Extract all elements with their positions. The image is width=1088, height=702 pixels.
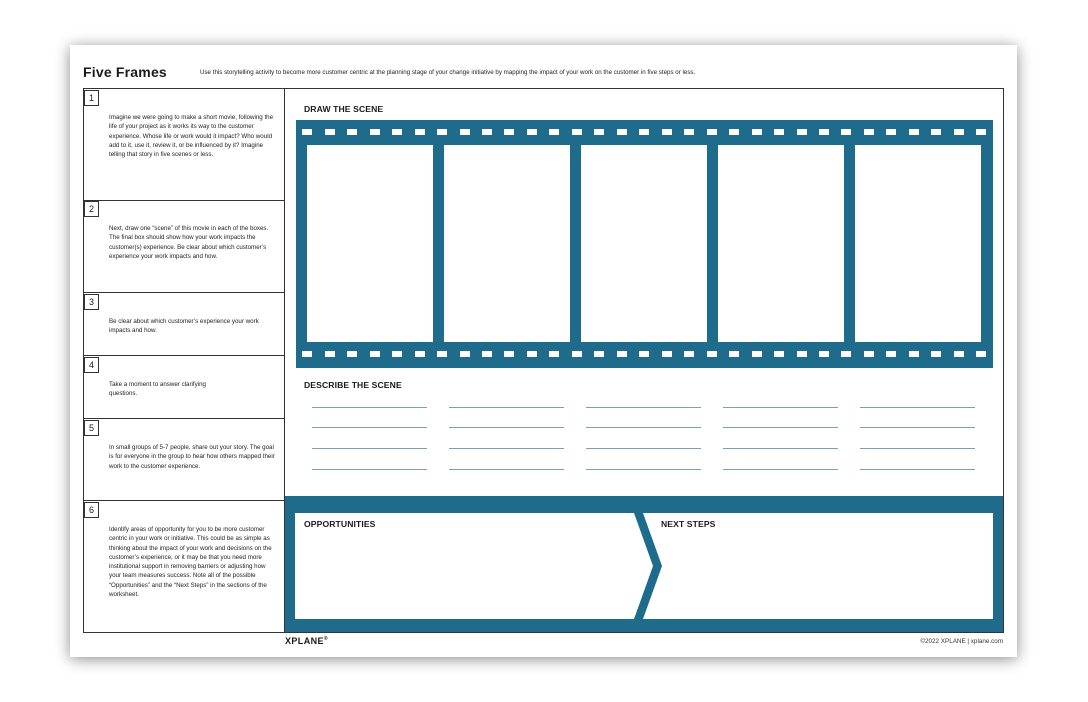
sprocket-hole <box>886 351 896 357</box>
page-subtitle: Use this storytelling activity to become more customer centric at the planning stage of your change initiative by mapping the impact of your work on the customer in five steps or less. <box>200 69 696 76</box>
sprocket-hole <box>954 129 964 135</box>
sprocket-row-top <box>296 128 993 136</box>
next-steps-box[interactable] <box>643 513 993 619</box>
step-number: 6 <box>84 502 99 518</box>
step-text: In small groups of 5-7 people, share out your story. The goal is for everyone in the group to hear how others mapped their work to the customer experience. <box>109 444 275 470</box>
sprocket-hole <box>460 129 470 135</box>
scene-frame-3[interactable] <box>581 145 707 342</box>
sprocket-hole <box>415 129 425 135</box>
sprocket-hole <box>392 129 402 135</box>
sprocket-hole <box>662 351 672 357</box>
next-steps-label: NEXT STEPS <box>661 519 716 529</box>
step-text: Identify areas of opportunity for you to be more customer centric in your work or initiative. This could be as simple as thinking about the impact of your work and decisions on the customer’s experience, or it may be that you need more institutional support in removing barriers or adjusting how your team measures success. Note all of the possible “Opportunities” and the “Next Steps” in the sections of the worksheet. <box>109 526 272 599</box>
step-6 <box>84 501 285 632</box>
sprocket-hole <box>572 351 582 357</box>
sprocket-hole <box>819 351 829 357</box>
sprocket-hole <box>684 351 694 357</box>
sprocket-hole <box>909 129 919 135</box>
sprocket-hole <box>931 129 941 135</box>
sprocket-hole <box>370 129 380 135</box>
sprocket-hole <box>392 351 402 357</box>
step-number: 3 <box>84 294 99 310</box>
step-text: Imagine we were going to make a short movie, following the life of your project as it works its way to the customer experience. Whose life or work would it impact? Who would add to it, use it, review it, or be influenced by it? Imagine telling that story in five scenes or less. <box>109 114 274 159</box>
steps-column <box>83 88 285 633</box>
sprocket-hole <box>549 129 559 135</box>
sprocket-hole <box>931 351 941 357</box>
sprocket-hole <box>639 351 649 357</box>
step-text: Be clear about which customer’s experience your work impacts and how. <box>109 318 259 335</box>
sprocket-hole <box>662 129 672 135</box>
sprocket-hole <box>325 351 335 357</box>
sprocket-hole <box>482 351 492 357</box>
bottom-band <box>285 496 1003 632</box>
sprocket-hole <box>594 129 604 135</box>
sprocket-hole <box>707 129 717 135</box>
sprocket-hole <box>302 129 312 135</box>
scene-frame-5[interactable] <box>855 145 981 342</box>
sprocket-hole <box>886 129 896 135</box>
sprocket-hole <box>707 351 717 357</box>
sprocket-hole <box>752 129 762 135</box>
sprocket-hole <box>415 351 425 357</box>
sprocket-hole <box>617 351 627 357</box>
sprocket-hole <box>504 129 514 135</box>
sprocket-hole <box>841 351 851 357</box>
scene-frame-2[interactable] <box>444 145 570 342</box>
scene-frame-4[interactable] <box>718 145 844 342</box>
sprocket-hole <box>774 351 784 357</box>
opportunities-box[interactable] <box>295 513 634 619</box>
scene-frame-1[interactable] <box>307 145 433 342</box>
sprocket-hole <box>976 129 986 135</box>
step-number: 5 <box>84 420 99 436</box>
sprocket-hole <box>864 351 874 357</box>
step-number: 4 <box>84 357 99 373</box>
canvas-area <box>284 88 1004 633</box>
step-3 <box>84 293 285 356</box>
sprocket-hole <box>549 351 559 357</box>
sprocket-hole <box>594 351 604 357</box>
sprocket-hole <box>572 129 582 135</box>
draw-scene-label: DRAW THE SCENE <box>304 104 384 114</box>
sprocket-hole <box>527 129 537 135</box>
sprocket-hole <box>864 129 874 135</box>
sprocket-hole <box>684 129 694 135</box>
copyright: ©2022 XPLANE | xplane.com <box>920 638 1003 645</box>
sprocket-hole <box>729 129 739 135</box>
step-5 <box>84 419 285 501</box>
sprocket-hole <box>460 351 470 357</box>
sprocket-hole <box>504 351 514 357</box>
sprocket-hole <box>819 129 829 135</box>
sprocket-hole <box>841 129 851 135</box>
step-1 <box>84 89 285 201</box>
page-title: Five Frames <box>83 64 167 80</box>
step-2 <box>84 200 285 293</box>
sprocket-hole <box>437 351 447 357</box>
sprocket-hole <box>482 129 492 135</box>
step-text: Take a moment to answer clarifying questions. <box>109 381 206 398</box>
filmstrip <box>296 120 993 368</box>
sprocket-hole <box>909 351 919 357</box>
sprocket-hole <box>325 129 335 135</box>
sprocket-hole <box>752 351 762 357</box>
sprocket-hole <box>527 351 537 357</box>
sprocket-hole <box>729 351 739 357</box>
step-number: 2 <box>84 201 99 217</box>
sprocket-hole <box>302 351 312 357</box>
step-text: Next, draw one “scene” of this movie in each of the boxes. The final box should show how your work impacts the customer(s) experience. Be clear about which customer’s experience your work impacts and how. <box>109 225 269 260</box>
sprocket-hole <box>976 351 986 357</box>
step-4 <box>84 356 285 419</box>
sprocket-hole <box>797 129 807 135</box>
sprocket-hole <box>954 351 964 357</box>
sprocket-hole <box>437 129 447 135</box>
describe-scene-label: DESCRIBE THE SCENE <box>304 380 402 390</box>
sprocket-hole <box>347 351 357 357</box>
sprocket-hole <box>370 351 380 357</box>
step-number: 1 <box>84 90 99 106</box>
sprocket-hole <box>347 129 357 135</box>
brand-logo: XPLANE® <box>285 636 328 646</box>
worksheet <box>70 45 1017 657</box>
sprocket-row-bottom <box>296 350 993 358</box>
sprocket-hole <box>774 129 784 135</box>
opportunities-label: OPPORTUNITIES <box>304 519 376 529</box>
sprocket-hole <box>639 129 649 135</box>
sprocket-hole <box>797 351 807 357</box>
sprocket-hole <box>617 129 627 135</box>
